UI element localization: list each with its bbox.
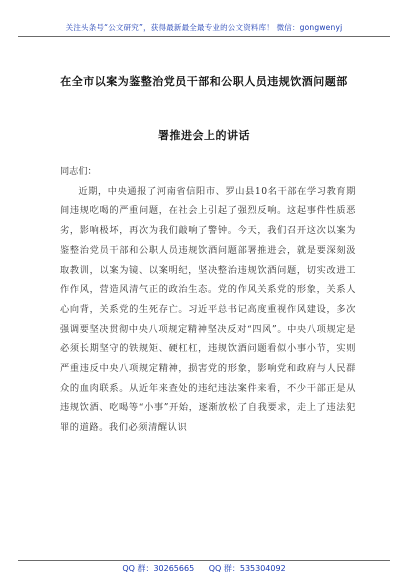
header-note: 关注头条号“公文研究”，获得最新最全最专业的公文资料库！ 微信：gongwenyj [65,23,343,32]
document-title-line-2: 署推进会上的讲话 [158,129,250,142]
greeting: 同志们： [60,166,97,177]
footer-qq-group-2: QQ 群：535304092 [208,564,286,573]
footer [0,563,408,574]
footer-qq-group-1: QQ 群：30265665 [122,564,195,573]
body-paragraph: 近期，中央通报了河南省信阳市、罗山县10名干部在学习教育期间违规吃喝的严重问题，在社会上引起了强烈反响。这起事件性质恶劣，影响极坏，再次为我们敲响了警钟。今天，我们召开这次以案为鉴整治党员干部和公职人员违规饮酒问题部署推进会，就是要深刻汲取教训，以案为镜、以案明纪，坚决整治违规饮酒问题，切实改进工作作风，营造风清气正的政治生态。党的作风关系党的形象，关系人心向背，关系党的生死存亡。习近平总书记高度重视作风建设，多次强调要坚决贯彻中央八项规定精神坚决反对“四风”。中央八项规定是必须长期坚守的铁规矩、硬杠杠，违规饮酒问题看似小事小节，实则严重违反中央八项规定精神，损害党的形象，影响党和政府与人民群众的血肉联系。从近年来查处的违纪违法案件来看，不少干部正是从违规饮酒、吃喝等“小事”开始，逐渐放松了自我要求，走上了违法犯罪的道路。我们必须清醒认识 [60,185,356,434]
document-title-line-1: 在全市以案为鉴整治党员干部和公职人员违规饮酒问题部 [60,75,348,88]
document-body [60,162,356,438]
footer-divider [18,560,390,561]
header-divider [18,36,390,37]
